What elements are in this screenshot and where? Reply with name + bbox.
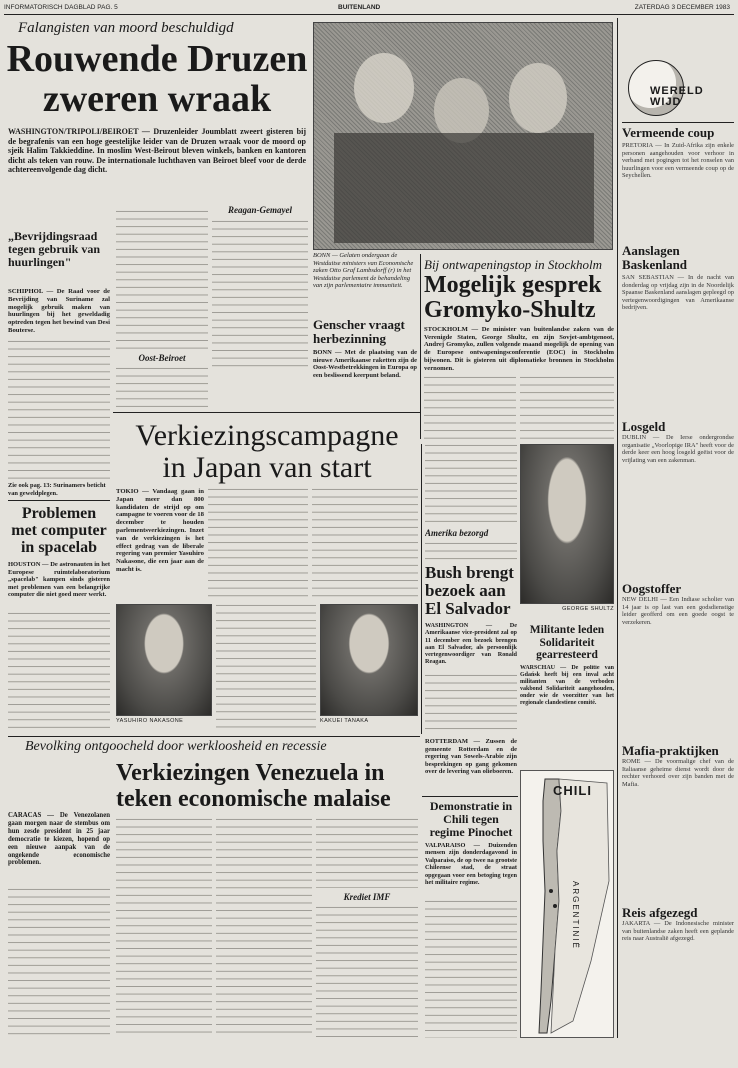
druzen-subhead-reagan: Reagan-Gemayel [228, 205, 292, 215]
shultz-photo [520, 444, 614, 604]
druzen-headline-2: zweren wraak [42, 80, 272, 118]
solidariteit-headline: Militante leden Solidariteit gearresteerd [529, 624, 605, 661]
druzen-kicker: Falangisten van moord beschuldigd [18, 20, 234, 36]
wereld-item-1-title: Vermeende coup [622, 126, 715, 140]
chili-headline: Demonstratie in Chili tegen regime Pinochet [429, 800, 513, 839]
spacelab-body [8, 612, 110, 732]
spacelab-lead: HOUSTON — De astronauten in het Europese ruimtelaboratorium „spacelab" kampen sinds gisteren met problemen van een belangrijke computer die niet goed meer werkt. [8, 561, 110, 599]
wereld-item-4-title: Oogstoffer [622, 582, 682, 596]
venezuela-kicker: Bevolking ontgoocheld door werkloosheid en recessie [25, 739, 327, 754]
bonn-parliament-photo [313, 22, 613, 250]
gromyko-body-col-4 [425, 444, 517, 526]
japan-body-col-3 [216, 604, 316, 728]
nakasone-label: YASUHIRO NAKASONE [116, 718, 184, 724]
wereld-item-6-title: Reis afgezegd [622, 906, 698, 920]
hurer-lead: SCHIPHOL — De Raad voor de Bevrijding van Suriname zal mogelijk gebruik maken van huurlingen bij het geweldadig optreden tegen het bewind van Desi Bouterse. [8, 288, 110, 334]
wereld-item-3-title: Losgeld [622, 420, 666, 434]
venezuela-body-col-3 [216, 818, 312, 1038]
gromyko-headline-2: Gromyko-Shultz [424, 298, 596, 323]
druzen-body-col-1 [116, 210, 208, 350]
druzen-subhead-oost: Oost-Beiroet [138, 353, 186, 363]
japan-body-col-2 [312, 488, 418, 598]
chile-map [520, 770, 614, 1038]
gromyko-body-col-3 [425, 542, 517, 562]
venezuela-lead: CARACAS — De Venezolanen gaan morgen naar de stembus om hun zesde president in 25 jaar democratie te kiezen, hopend op een nieuwe aanpak van de ongekende economische problemen. [8, 812, 110, 867]
gromyko-kicker: Bij ontwapeningstop in Stockholm [424, 257, 603, 272]
chile-map-drawing [521, 771, 614, 1038]
venezuela-headline-2: teken economische malaise [116, 786, 391, 812]
druzen-lead: WASHINGTON/TRIPOLI/BEIROET — Druzenleider Joumblatt zweert gisteren bij de begrafenis van een hoge geestelijke leider van de Druzen wraak voor de moord op sjeik Halim Takkieddine. In moslim West-Beirout bleven winkels, banken en kantoren dicht als teken van rouw. De internationale luchthaven van Beiroet bleef voor de derde achtereenvolgende dag dicht. [8, 127, 306, 175]
japan-headline-1: Verkiezingscampagne [135, 420, 399, 452]
nakasone-photo [116, 604, 212, 716]
venezuela-body-col-5 [316, 906, 418, 1038]
wereld-item-5-text: ROME — De voormalige chef van de Italiaanse geheime dienst wordt door de rechter verhoord over zijn banden met de Mafia. [622, 758, 734, 788]
venezuela-headline-1: Verkiezingen Venezuela in [116, 760, 385, 786]
venezuela-body-col-1 [8, 888, 110, 1038]
venezuela-body-col-4 [316, 818, 418, 888]
japan-headline-2: in Japan van start [162, 452, 372, 484]
solidariteit-lead: WARSCHAU — De politie van Gdańsk heeft bij een inval acht militanten van de verboden vakbond Solidariteit aangehouden, onder wie de voorzitter van het regionale clandestiene comité. [520, 665, 614, 706]
map-label-chili: CHILI [553, 783, 592, 798]
wereld-item-5-title: Mafia-praktijken [622, 744, 719, 758]
gromyko-subhead: Amerika bezorgd [425, 528, 489, 538]
gromyko-headline-1: Mogelijk gesprek [424, 273, 602, 298]
hurer-headline: „Bevrijdingsraad tegen gebruik van huurlingen" [8, 230, 101, 269]
map-label-argentinie: ARGENTINIË [571, 881, 580, 950]
wereld-item-1-text: PRETORIA — In Zuid-Afrika zijn enkele personen aangehouden voor verhoor in verband met pogingen tot het ronselen van huurlingen voor een vermeende coup op de Seychellen. [622, 142, 734, 180]
wereld-item-2-title: Aanslagen Baskenland [622, 244, 688, 272]
druzen-body-col-3 [116, 367, 208, 407]
wereld-item-6-text: JAKARTA — De Indonesische minister van buitenlandse zaken heeft een geplande reis naar Australië afgezegd. [622, 920, 734, 943]
bush-headline: Bush brengt bezoek aan El Salvador [425, 564, 514, 618]
section-label: BUITENLAND [338, 4, 381, 11]
gromyko-body-col-1 [424, 376, 516, 440]
tanaka-photo [320, 604, 418, 716]
japan-lead: TOKIO — Vandaag gaan in Japan meer dan 800 kandidaten de strijd op om campagne te voeren voor de 18 december te houden parlementsverkiezingen. Inzet van de verkiezingen is het effect gedrag van de liberale regering van premier Yasuhiro Nakasone, die een jaar aan de macht is. [116, 488, 204, 573]
tanaka-label: KAKUEI TANAKA [320, 718, 369, 724]
spacelab-headline: Problemen met computer in spacelab [11, 505, 107, 556]
wereld-item-4-text: NEW DELHI — Een Indiase scholier van 14 jaar is op last van een godsdienstige leider geofferd om een goede oogst te verzekeren. [622, 596, 734, 626]
issue-date: ZATERDAG 3 DECEMBER 1983 [634, 4, 730, 11]
newspaper-name: INFORMATORISCH DAGBLAD PAG. 5 [4, 4, 118, 11]
genscher-headline: Genscher vraagt herbezinning [313, 318, 405, 346]
chili-body [425, 900, 517, 1038]
venezuela-subhead: Krediet IMF [343, 892, 391, 902]
rotterdam-lead: ROTTERDAM — Zussen de gemeente Rotterdam en de regering van Sowels-Arabie zijn besprekingen op gang gekomen over de levering van olieboeren. [425, 738, 517, 776]
shultz-label: GEORGE SHULTZ [562, 606, 614, 612]
wereld-item-2-text: SAN SEBASTIAN — In de nacht van donderdag op vrijdag zijn in de Noordelijk Spaanse Baskenland aanslagen gepleegd op vertegenwoordigingen van Amerikaanse bedrijven. [622, 274, 734, 312]
gromyko-lead: STOCKHOLM — De minister van buitenlandse zaken van de Verenigde Staten, George Shultz, en zijn Sovjet-ambtgenoot, Andrej Gromyko, zullen volgende maand mogelijk de opening van de Europese ontwapeningsconferentie (EOC) in Stockholm bijwonen. Dit is gisteren uit diplomatieke bronnen in Stockholm vernomen. [424, 326, 614, 372]
japan-body-col-1 [208, 488, 308, 598]
wereld-item-3-text: DUBLIN — De Ierse ondergrondse organisatie „Voorlopige IRA" heeft voor de derde keer een hoog losgeld geëist voor de vrijlating van een zakenman. [622, 434, 734, 464]
bonn-photo-caption: BONN — Gelaten ondergaan de Westduitse ministers van Economische zaken Otto Graf Lambsdorff (r) in het Westduitse parlement de behandeling van zijn parlementaire immuniteit. [313, 252, 414, 290]
bush-body [425, 674, 517, 734]
wereld-wijd-logo: WERELD WIJD [650, 86, 704, 108]
gromyko-body-col-2 [520, 376, 614, 440]
hurer-footer: Zie ook pag. 13: Surinamers beticht van geweldplegen. [8, 482, 106, 497]
genscher-lead: BONN — Met de plaatsing van de nieuwe Amerikaanse raketten zijn de Oost-Westbetrekkingen in Europa op een beslissend keerpunt beland. [313, 349, 417, 379]
druzen-body-col-2 [212, 220, 308, 370]
venezuela-body-col-2 [116, 818, 212, 1038]
druzen-headline-1: Rouwende Druzen [6, 40, 308, 78]
chili-lead: VALPARAISO — Duizenden mensen zijn donderdagavond in Valparaiso, de op twee na grootste Chileense stad, de straat opgegaan voor een betoging tegen het militaire regime. [425, 842, 517, 887]
hurer-body [8, 340, 110, 480]
bush-lead: WASHINGTON — De Amerikaanse vice-president zal op 11 december een bezoek brengen aan El Salvador, als persoonlijk vertegenwoordiger van Ronald Reagan. [425, 622, 517, 666]
